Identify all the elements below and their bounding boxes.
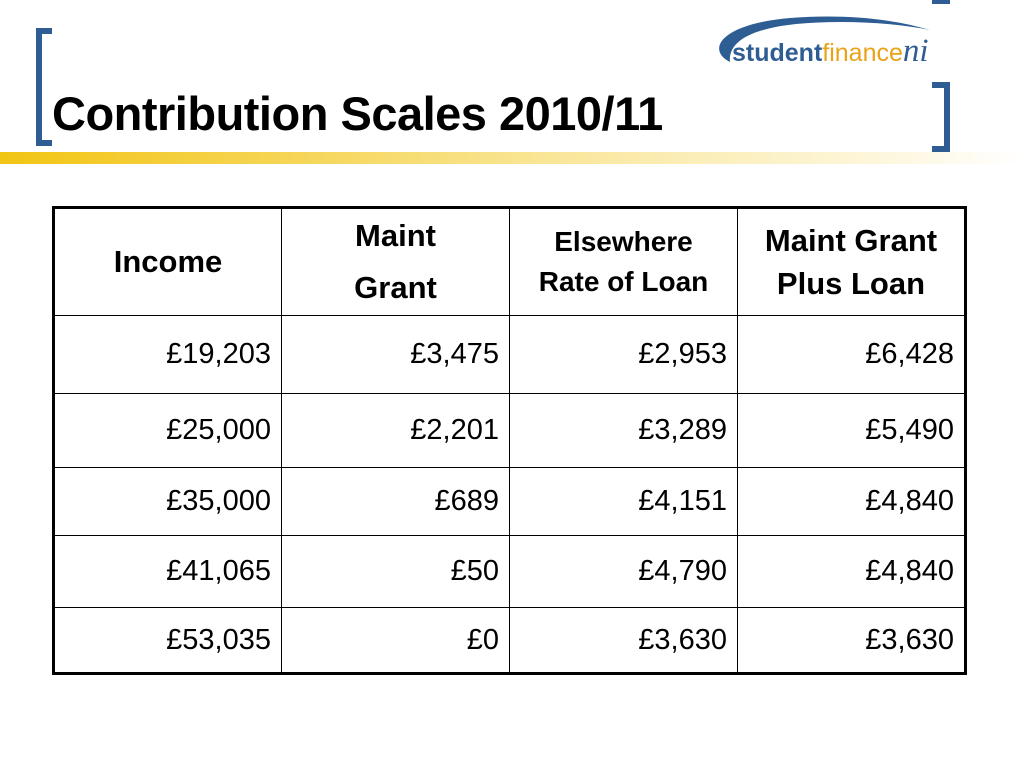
header-plus-line1: Maint Grant	[764, 223, 938, 258]
logo-word-ni: ni	[902, 33, 929, 69]
cell-maint-grant: £50	[282, 536, 510, 608]
header-elsewhere-line2: Rate of Loan	[538, 266, 709, 297]
cell-income: £35,000	[54, 468, 282, 536]
left-bracket-decoration	[36, 28, 52, 146]
cell-elsewhere-rate: £4,151	[510, 468, 738, 536]
table-header-row	[54, 208, 966, 316]
table-row	[54, 468, 966, 536]
header-elsewhere-rate-of-loan	[510, 208, 738, 316]
header-maint-grant-plus-loan	[738, 208, 966, 316]
cell-elsewhere-rate: £3,630	[510, 608, 738, 674]
cell-income: £41,065	[54, 536, 282, 608]
contribution-scales-table	[52, 206, 967, 675]
cell-grant-plus-loan: £6,428	[738, 316, 966, 394]
cell-grant-plus-loan: £5,490	[738, 394, 966, 468]
table-row	[54, 316, 966, 394]
cell-elsewhere-rate: £2,953	[510, 316, 738, 394]
header-maint-grant	[282, 208, 510, 316]
title-underline-rule	[0, 152, 1024, 164]
slide-title: Contribution Scales 2010/11	[52, 87, 663, 140]
table-row	[54, 394, 966, 468]
cell-income: £25,000	[54, 394, 282, 468]
logo-word-student: student	[732, 39, 823, 67]
header-income: Income	[54, 208, 282, 316]
right-bracket-decoration	[932, 82, 950, 152]
cell-elsewhere-rate: £3,289	[510, 394, 738, 468]
header-maint-grant-line2: Grant	[354, 270, 437, 305]
cell-grant-plus-loan: £4,840	[738, 468, 966, 536]
cell-maint-grant: £3,475	[282, 316, 510, 394]
header-maint-grant-line1: Maint	[355, 218, 436, 253]
header-plus-line2: Plus Loan	[776, 266, 926, 301]
cell-grant-plus-loan: £3,630	[738, 608, 966, 674]
cell-income: £53,035	[54, 608, 282, 674]
table-row	[54, 536, 966, 608]
logo-text	[732, 33, 929, 69]
cell-maint-grant: £0	[282, 608, 510, 674]
table-row	[54, 608, 966, 674]
cell-grant-plus-loan: £4,840	[738, 536, 966, 608]
logo-word-finance: finance	[822, 39, 903, 67]
cell-elsewhere-rate: £4,790	[510, 536, 738, 608]
student-finance-ni-logo	[700, 10, 1000, 78]
right-bracket-top-decoration	[932, 0, 950, 4]
cell-maint-grant: £689	[282, 468, 510, 536]
header-elsewhere-line1: Elsewhere	[554, 226, 693, 257]
cell-income: £19,203	[54, 316, 282, 394]
cell-maint-grant: £2,201	[282, 394, 510, 468]
